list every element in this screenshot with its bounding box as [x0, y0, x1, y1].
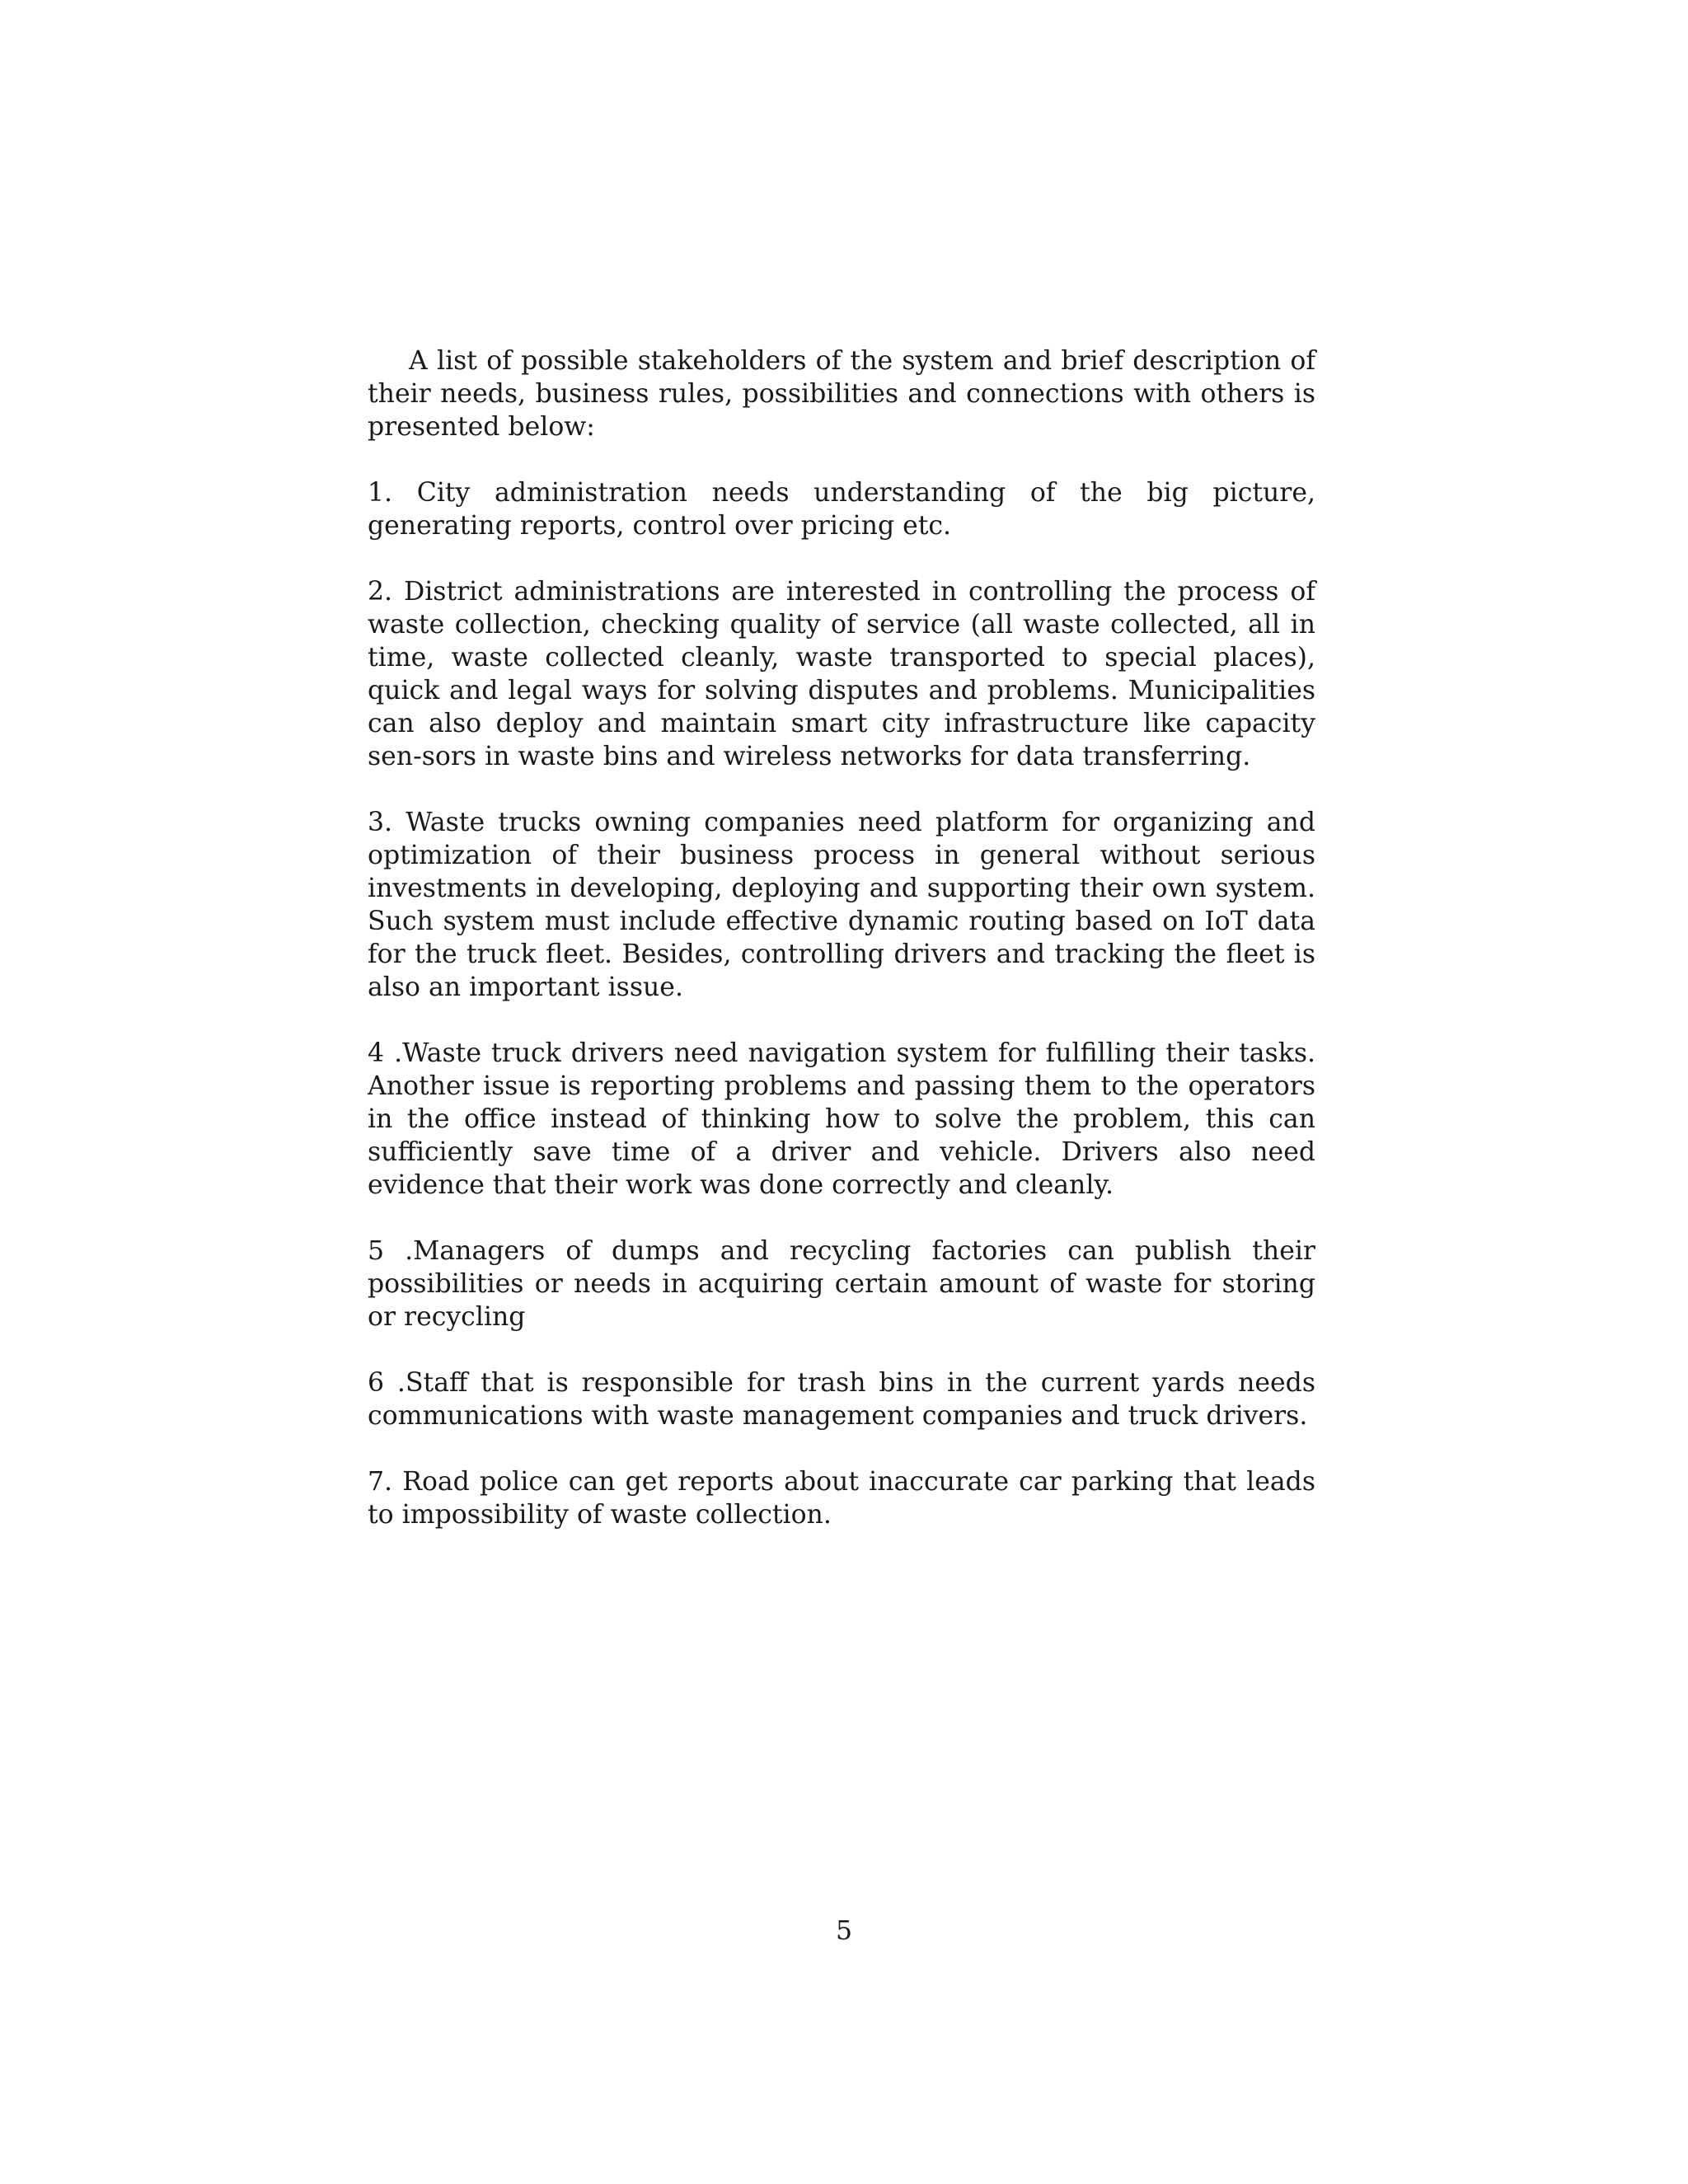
stakeholder-item-7: 7. Road police can get reports about inaccurate car parking that leads to impossibility of waste collection.: [368, 1467, 1315, 1530]
stakeholder-item-4: 4 .Waste truck drivers need navigation system for fulfilling their tasks. Another issue is reporting problems and passing them to the operators in the office instead of thinking how to solve the problem, this can sufficiently save time of a driver and vehicle. Drivers also need evidence that their work was done correctly and cleanly.: [368, 1038, 1315, 1200]
stakeholder-item-2: 2. District administrations are interested in controlling the process of waste collection, checking quality of service (all waste collected, all in time, waste collected cleanly, waste transported to special places), quick and legal ways for solving disputes and problems. Municipalities can also deploy and maintain smart city infrastructure like capacity sen-sors in waste bins and wireless networks for data transferring.: [368, 577, 1315, 771]
stakeholder-item-1: 1. City administration needs understanding of the big picture, generating reports, control over pricing etc.: [368, 478, 1315, 541]
page-number: 5: [835, 1916, 853, 1946]
stakeholder-item-3: 3. Waste trucks owning companies need platform for organizing and optimization of their business process in general without serious investments in developing, deploying and supporting their own system. Such system must include effective dynamic routing based on IoT data for the truck fleet. Besides, controlling drivers and tracking the fleet is also an important issue.: [368, 808, 1315, 1002]
intro-paragraph: A list of possible stakeholders of the system and brief description of their needs, business rules, possibilities and connections with others is presented below:: [368, 346, 1315, 442]
stakeholder-item-5: 5 .Managers of dumps and recycling factories can publish their possibilities or needs in acquiring certain amount of waste for storing or recycling: [368, 1236, 1315, 1332]
body-text: [368, 344, 1315, 1564]
stakeholder-item-6: 6 .Staff that is responsible for trash bins in the current yards needs communications with waste management companies and truck drivers.: [368, 1368, 1315, 1431]
